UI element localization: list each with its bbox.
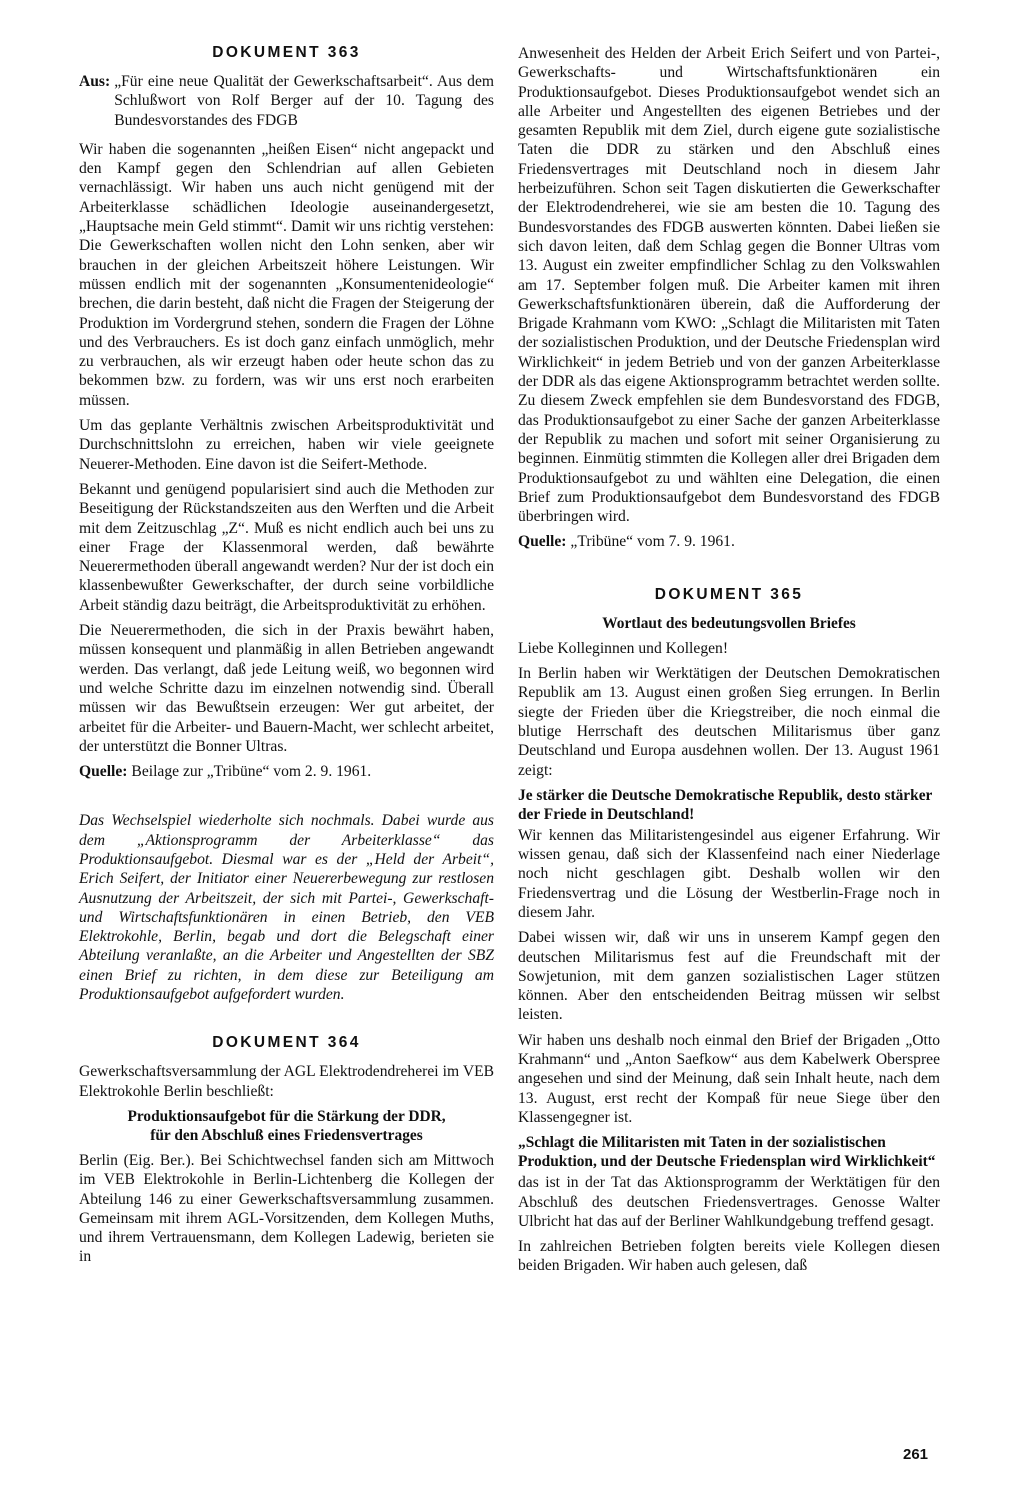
aus-text: „Für eine neue Qualität der Gewerkschaftsarbeit“. Aus dem Schlußwort von Rolf Berger auf der 10. Tagung des Bundesvorstandes des FDGB bbox=[114, 73, 494, 129]
paragraph: Wir haben uns deshalb noch einmal den Brief der Brigaden „Otto Krahmann“ und „Anton Saefkow“ aus dem Kabelwerk Oberspree angesehen und sind der Meinung, daß sein Inhalt heute, nach dem 13. August, erst recht der Kompaß für neue Siege über den Klassengegner ist. bbox=[518, 1031, 940, 1126]
document-365-subhead: Wortlaut des bedeutungsvollen Briefes bbox=[602, 614, 856, 632]
editorial-commentary: Das Wechselspiel wiederholte sich nochmals. Dabei wurde aus dem „Aktionsprogramm der Arbeiterklasse“ das Produktionsaufgebot. Diesmal war es der „Held der Arbeit“, Erich Seifert, der Initiator einer Neuererbewegung zur restlosen Ausnutzung der Arbeitszeit, der sich mit Partei-, Gewerkschaft- und Wirtschaftsfunktionären in einen Betrieb, den VEB Elektrokohle, Berlin, begab und dort die Belegschaft einer Abteilung veranlaßte, an die Arbeiter und Angestellten der SBZ einen Brief zu richten, in dem diese zur Beteiligung am Produktionsaufgebot aufgefordert wurden. bbox=[79, 812, 494, 1004]
quelle-label: Quelle: bbox=[79, 763, 128, 781]
quelle-text: „Tribüne“ vom 7. 9. 1961. bbox=[570, 533, 735, 551]
document-364-heading: DOKUMENT 364 bbox=[212, 1034, 361, 1052]
paragraph: Gewerkschaftsversammlung der AGL Elektrodendreherei im VEB Elektrokohle Berlin beschließt: bbox=[79, 1063, 494, 1100]
paragraph: Um das geplante Verhältnis zwischen Arbeitsproduktivität und Durchschnittslohn zu erreichen, haben wir viele geeignete Neuerer-Methoden. Eine davon ist die Seifert-Methode. bbox=[79, 417, 494, 473]
source-excerpt bbox=[79, 72, 494, 130]
salutation: Liebe Kolleginnen und Kollegen! bbox=[518, 639, 729, 657]
paragraph: Anwesenheit des Helden der Arbeit Erich Seifert und von Partei-, Gewerkschafts- und Wirtschaftsfunktionären ein Produktionsaufgebot. Dieses Produktionsaufgebot wendet sich an alle Arbeiter und Angestellten des eigenen Betriebes und der gesamten Republik mit dem Ziel, durch eigene gute sozialistische Taten die DDR zu stärken und den Abschluß eines Friedensvertrages mit Deutschland noch in diesem Jahr herbeizuführen. Schon seit Tagen diskutierten die Gewerkschafter der Elektrodendreherei, wie sie am besten die 10. Tagung des Bundesvorstandes des FDGB auswerten könnten. Dabei ließen sie sich davon leiten, daß dem Schlag gegen die Bonner Ultras vom 13. August ein zweiter empfindlicher Schlag zu den Volkswahlen am 17. September folgen muß. Die Arbeiter kamen mit ihren Gewerkschaftsfunktionären überein, daß die Aufforderung der Brigade Krahmann vom KWO: „Schlagt die Militaristen mit Taten der sozialistischen Produktion, und der Deutsche Friedensplan wird Wirklichkeit“ in jedem Betrieb und von der ganzen Arbeiterklasse der DDR als das eigene Aktionsprogramm betrachtet werden sollte. Zu diesem Zweck empfehlen sie dem Bundesvorstand des FDGB, das Produktionsaufgebot zu einer Sache der ganzen Arbeiterklasse der Republik zu machen und sofort mit seiner Organisierung zu beginnen. Einmütig stimmten die Kollegen aller drei Brigaden dem Produktionsaufgebot zu und wählten eine Delegation, die einen Brief zum Produktionsaufgebot dem Bundesvorstand des FDGB überbringen wird. bbox=[518, 45, 940, 526]
left-column bbox=[79, 44, 494, 1273]
quelle-text: Beilage zur „Tribüne“ vom 2. 9. 1961. bbox=[131, 763, 372, 781]
paragraph: In zahlreichen Betrieben folgten bereits viele Kollegen diesen beiden Brigaden. Wir haben auch gelesen, daß bbox=[518, 1238, 940, 1275]
paragraph: Berlin (Eig. Ber.). Bei Schichtwechsel fanden sich am Mittwoch im VEB Elektrokohle in Berlin-Lichtenberg die Kollegen der Abteilung 146 zu einer Gewerkschaftsversammlung zusammen. Gemeinsam mit ihrem AGL-Vorsitzenden, dem Kollegen Muths, und ihrem Vertrauensmann, dem Kollegen Ladewig, berieten sie in bbox=[79, 1151, 494, 1266]
paragraph: Wir kennen das Militaristengesindel aus eigener Erfahrung. Wir wissen genau, daß sich der Klassenfeind nach einer Niederlage noch nicht geschlagen gibt. Deshalb wollen wir den Friedensvertrag und die Lösung der Westberlin-Frage noch in diesem Jahr. bbox=[518, 826, 940, 921]
page-number: 261 bbox=[903, 1446, 929, 1463]
title-line: Produktionsaufgebot für die Stärkung der DDR, bbox=[127, 1107, 446, 1125]
right-column bbox=[518, 44, 940, 1282]
source-citation bbox=[79, 762, 494, 781]
quelle-label: Quelle: bbox=[518, 533, 567, 551]
paragraph: Dabei wissen wir, daß wir uns in unserem Kampf gegen den deutschen Militarismus fest auf die Freundschaft mit der Sowjetunion, mit dem ganzen sozialistischen Lager stützen können. Aber den entscheidenden Beitrag müssen wir selbst leisten. bbox=[518, 929, 940, 1024]
title-line: für den Abschluß eines Friedensvertrages bbox=[150, 1126, 423, 1144]
bold-statement: Je stärker die Deutsche Demokratische Republik, desto stärker der Friede in Deutschland! bbox=[518, 786, 933, 823]
paragraph: Die Neuerermethoden, die sich in der Praxis bewährt haben, müssen konsequent und planmäßig in allen Betrieben angewandt werden. Das verlangt, daß jede Leitung weiß, wo begonnen wird und welche Schritte dazu im einzelnen notwendig sind. Überall müssen wir das Bewußtsein erzeugen: Wer gut arbeitet, der arbeitet für die Arbeiter- und Bauern-Macht, wer schlecht arbeitet, der unterstützt die Bonner Ultras. bbox=[79, 622, 494, 755]
source-citation bbox=[518, 532, 940, 551]
paragraph: Wir haben die sogenannten „heißen Eisen“ nicht angepackt und den Kampf gegen den Schlendrian auf allen Gebieten vernachlässigt. Wir haben uns auch nicht genügend mit der Arbeiterklasse schädlichen Ideologie auseinandergesetzt, „Hauptsache mein Geld stimmt“. Damit wir uns richtig verstehen: Die Gewerkschaften wollen nicht den Lohn senken, aber wir brauchen in der gleichen Arbeitszeit höhere Leistungen. Wir müssen endlich mit der sogenannten „Konsumentenideologie“ brechen, die darin besteht, daß nicht die Fragen der Steigerung der Produktion im Vordergrund stehen, sondern die Fragen der Löhne und des Verbrauchers. Es ist doch ganz einfach unmöglich, mehr zu verbrauchen, als wir erzeugt haben oder heute schon das zu bekommen bzw. zu fordern, was wir uns erst noch erarbeiten müssen. bbox=[79, 140, 494, 409]
aus-label: Aus: bbox=[79, 73, 111, 90]
paragraph: das ist in der Tat das Aktionsprogramm der Werktätigen für den Abschluß des deutschen Friedensvertrages. Genosse Walter Ulbricht hat das auf der Berliner Wahlkundgebung treffend gesagt. bbox=[518, 1174, 940, 1230]
bold-quote: „Schlagt die Militaristen mit Taten in der sozialistischen Produktion, und der Deutsche Friedensplan wird Wirklichkeit“ bbox=[518, 1134, 936, 1171]
document-364-title bbox=[79, 1107, 494, 1145]
document-363-heading: DOKUMENT 363 bbox=[212, 44, 361, 61]
paragraph: Bekannt und genügend popularisiert sind auch die Methoden zur Beseitigung der Rückstandszeiten aus den Werften und die Arbeit mit dem Zeitzuschlag „Z“. Muß es nicht endlich auch bei uns zu einer Frage der Klassenmoral werden, daß bewährte Neuerermethoden überall angewandt werden? Nur der ist doch ein klassenbewußter Gewerkschafter, der durch seine vorbildliche Arbeit ständig dazu beiträgt, die Arbeitsproduktivität zu erhöhen. bbox=[79, 480, 494, 614]
paragraph: In Berlin haben wir Werktätigen der Deutschen Demokratischen Republik am 13. August einen großen Sieg errungen. In Berlin siegte der Frieden über die Kriegstreiber, die noch einmal die blutige Herrschaft des deutschen Militarismus über ganz Deutschland und Europa ausdehnen wollen. Der 13. August 1961 zeigt: bbox=[518, 665, 940, 779]
document-365-heading: DOKUMENT 365 bbox=[654, 585, 804, 603]
